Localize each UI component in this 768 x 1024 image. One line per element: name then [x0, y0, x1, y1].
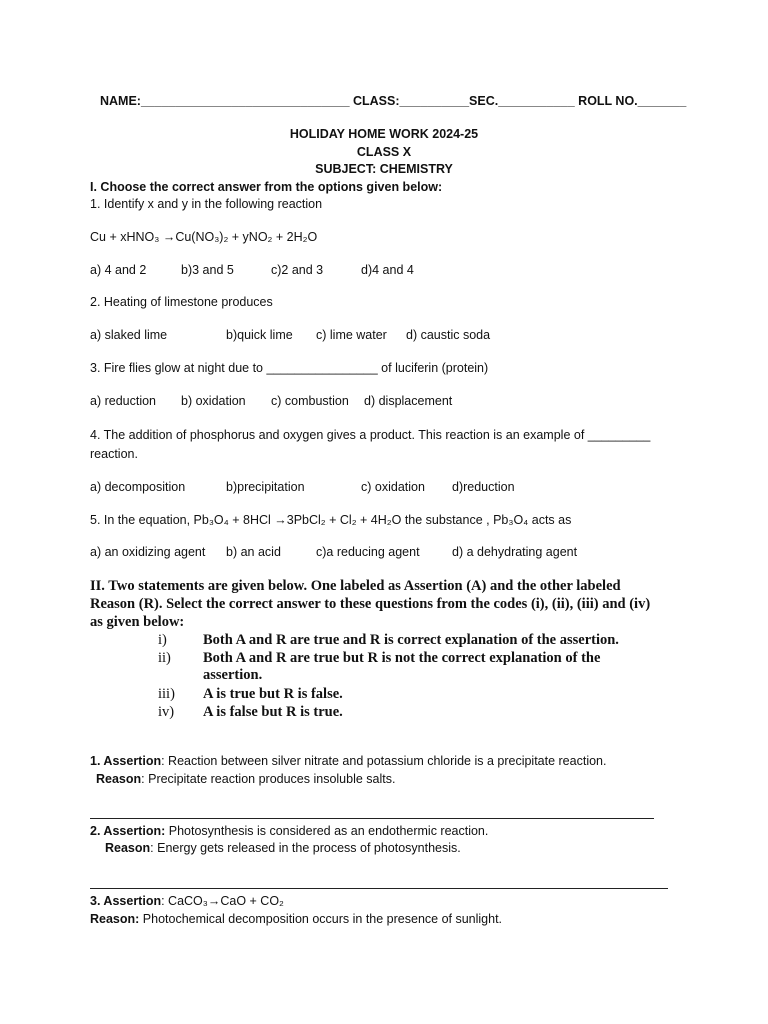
reason-2-text: : Energy gets released in the process of photosynthesis. [150, 841, 461, 855]
code-text-i: Both A and R are true and R is correct explanation of the assertion. [203, 632, 619, 648]
code-text-ii-cont: assertion. [203, 667, 263, 683]
assertion-2-text: Photosynthesis is considered as an endothermic reaction. [165, 824, 489, 838]
code-num-iii: iii) [158, 686, 175, 702]
assertion-1-text: : Reaction between silver nitrate and potassium chloride is a precipitate reaction. [161, 754, 607, 768]
q3-option-a: a) reduction [90, 394, 157, 408]
code-num-i: i) [158, 632, 167, 648]
q5-option-c: c)a reducing agent [316, 545, 420, 559]
q2-option-c: c) lime water [316, 328, 387, 342]
q4-option-d: d)reduction [452, 480, 515, 494]
code-text-iii: A is true but R is false. [203, 686, 343, 702]
assertion-1 [90, 754, 606, 768]
reason-3-text: Photochemical decomposition occurs in the presence of sunlight. [139, 912, 503, 926]
subject-label: SUBJECT: CHEMISTRY [315, 162, 453, 176]
reason-3-label: Reason: [90, 912, 140, 926]
answer-line-2 [90, 888, 668, 889]
q1-option-c: c)2 and 3 [271, 263, 324, 277]
reason-2 [105, 841, 461, 855]
section1-heading: I. Choose the correct answer from the options given below: [90, 180, 443, 194]
q5-text: 5. In the equation, Pb₃O₄ + 8HCl →3PbCl₂ + Cl₂ + 4H₂O the substance , Pb₃O₄ acts as [90, 513, 572, 527]
assertion-3 [90, 894, 284, 908]
q2-option-b: b)quick lime [226, 328, 293, 342]
answer-line-1 [90, 818, 654, 819]
q2-option-d: d) caustic soda [406, 328, 491, 342]
reason-1 [96, 772, 395, 786]
assertion-2 [90, 824, 488, 838]
assertion-3-label: 3. Assertion [90, 894, 162, 908]
q2-text: 2. Heating of limestone produces [90, 295, 273, 309]
q4-text-cont: reaction. [90, 447, 138, 461]
code-num-iv: iv) [158, 704, 175, 720]
q1-text: 1. Identify x and y in the following reaction [90, 197, 323, 211]
assertion-2-label: 2. Assertion: [90, 824, 166, 838]
student-info-line: NAME:______________________________ CLASS:__________SEC.___________ ROLL NO._______ [100, 94, 687, 108]
q1-option-a: a) 4 and 2 [90, 263, 147, 277]
assertion-1-label: 1. Assertion [90, 754, 162, 768]
reason-1-label: Reason [96, 772, 142, 786]
code-text-iv: A is false but R is true. [203, 704, 343, 720]
q2-option-a: a) slaked lime [90, 328, 168, 342]
q4-option-c: c) oxidation [361, 480, 425, 494]
q4-option-b: b)precipitation [226, 480, 305, 494]
reason-1-text: : Precipitate reaction produces insoluble salts. [141, 772, 396, 786]
section2-heading-cont: Reason (R). Select the correct answer to these questions from the codes (i), (ii), (iii) and (iv) [90, 596, 651, 612]
code-num-ii: ii) [158, 650, 171, 666]
assertion-3-text: : CaCO₃→CaO + CO₂ [161, 894, 284, 908]
q5-option-d: d) a dehydrating agent [452, 545, 578, 559]
q4-option-a: a) decomposition [90, 480, 186, 494]
q5-option-a: a) an oxidizing agent [90, 545, 206, 559]
q3-option-b: b) oxidation [181, 394, 246, 408]
q1-option-b: b)3 and 5 [181, 263, 234, 277]
class-label: CLASS X [356, 145, 412, 159]
reason-3 [90, 912, 502, 926]
q3-text: 3. Fire flies glow at night due to ________________ of luciferin (protein) [90, 361, 489, 375]
worksheet-title: HOLIDAY HOME WORK 2024-25 [289, 127, 479, 141]
q3-option-c: c) combustion [271, 394, 349, 408]
section2-heading: II. Two statements are given below. One labeled as Assertion (A) and the other labeled [90, 578, 621, 594]
q5-option-b: b) an acid [226, 545, 281, 559]
q3-option-d: d) displacement [364, 394, 453, 408]
q1-option-d: d)4 and 4 [361, 263, 414, 277]
reason-2-label: Reason [105, 841, 151, 855]
section2-heading-end: as given below: [90, 614, 185, 630]
q1-equation: Cu + xHNO₃ →Cu(NO₃)₂ + yNO₂ + 2H₂O [90, 230, 318, 244]
code-text-ii: Both A and R are true but R is not the correct explanation of the [203, 650, 601, 666]
q4-text: 4. The addition of phosphorus and oxygen gives a product. This reaction is an example of _________ [90, 428, 651, 442]
